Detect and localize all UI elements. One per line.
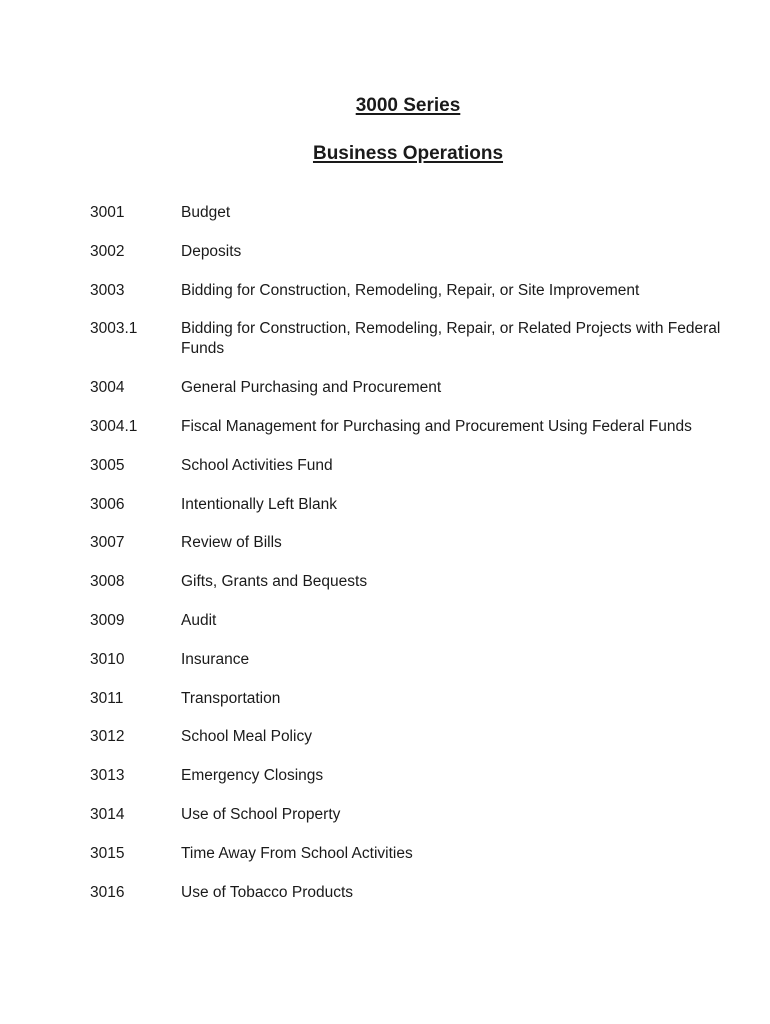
- policy-number: 3006: [90, 495, 125, 513]
- policy-title: Intentionally Left Blank: [181, 495, 337, 513]
- policy-number: 3012: [90, 728, 125, 746]
- policy-title: Fiscal Management for Purchasing and Procurement Using Federal Funds: [181, 417, 692, 435]
- policy-row: [90, 727, 750, 747]
- policy-row: [90, 572, 750, 592]
- policy-title: School Activities Fund: [181, 456, 333, 474]
- policy-title: Use of School Property: [181, 805, 341, 823]
- policy-number: 3008: [90, 573, 125, 591]
- policy-number: 3004.1: [90, 417, 138, 435]
- section-title: Business Operations: [312, 143, 504, 164]
- policy-title: Insurance: [181, 650, 250, 668]
- policy-row: [90, 281, 750, 301]
- policy-number: 3015: [90, 844, 125, 862]
- policy-row: [90, 689, 750, 709]
- policy-number: 3007: [90, 534, 125, 552]
- policy-number: 3014: [90, 805, 125, 823]
- policy-title: Audit: [181, 611, 217, 629]
- policy-title: Emergency Closings: [181, 767, 324, 785]
- policy-number: 3004: [90, 379, 125, 397]
- policy-title: Gifts, Grants and Bequests: [181, 573, 368, 591]
- policy-title: Bidding for Construction, Remodeling, Repair, or Site Improvement: [181, 281, 640, 299]
- policy-title: Deposits: [181, 242, 242, 260]
- policy-title: Use of Tobacco Products: [181, 883, 354, 901]
- policy-list: [90, 203, 750, 921]
- policy-number: 3011: [90, 689, 124, 707]
- policy-title: Budget: [181, 204, 231, 221]
- policy-number: 3003: [90, 281, 125, 299]
- policy-number: 3001: [90, 204, 125, 221]
- policy-number: 3003.1: [90, 320, 138, 338]
- policy-number: 3005: [90, 456, 125, 474]
- series-title: 3000 Series: [355, 95, 461, 116]
- policy-row: [90, 766, 750, 786]
- policy-title: Transportation: [181, 689, 281, 707]
- policy-number: 3013: [90, 767, 125, 785]
- policy-row: [90, 242, 750, 262]
- policy-title: General Purchasing and Procurement: [181, 379, 442, 397]
- policy-number: 3016: [90, 883, 125, 901]
- policy-row: [90, 611, 750, 631]
- policy-row: [90, 650, 750, 670]
- policy-row: [90, 456, 750, 476]
- policy-number: 3002: [90, 242, 125, 260]
- policy-row: [90, 319, 750, 359]
- policy-row: [90, 805, 750, 825]
- policy-title: Bidding for Construction, Remodeling, Repair, or Related Projects with Federal Funds: [181, 320, 721, 358]
- policy-row: [90, 844, 750, 864]
- policy-number: 3010: [90, 650, 125, 668]
- policy-title: Time Away From School Activities: [181, 844, 413, 862]
- policy-row: [90, 203, 750, 223]
- policy-title: School Meal Policy: [181, 728, 312, 746]
- policy-title: Review of Bills: [181, 534, 282, 552]
- policy-row: [90, 883, 750, 903]
- policy-number: 3009: [90, 611, 125, 629]
- policy-row: [90, 417, 750, 437]
- policy-row: [90, 378, 750, 398]
- policy-row: [90, 533, 750, 553]
- policy-row: [90, 495, 750, 515]
